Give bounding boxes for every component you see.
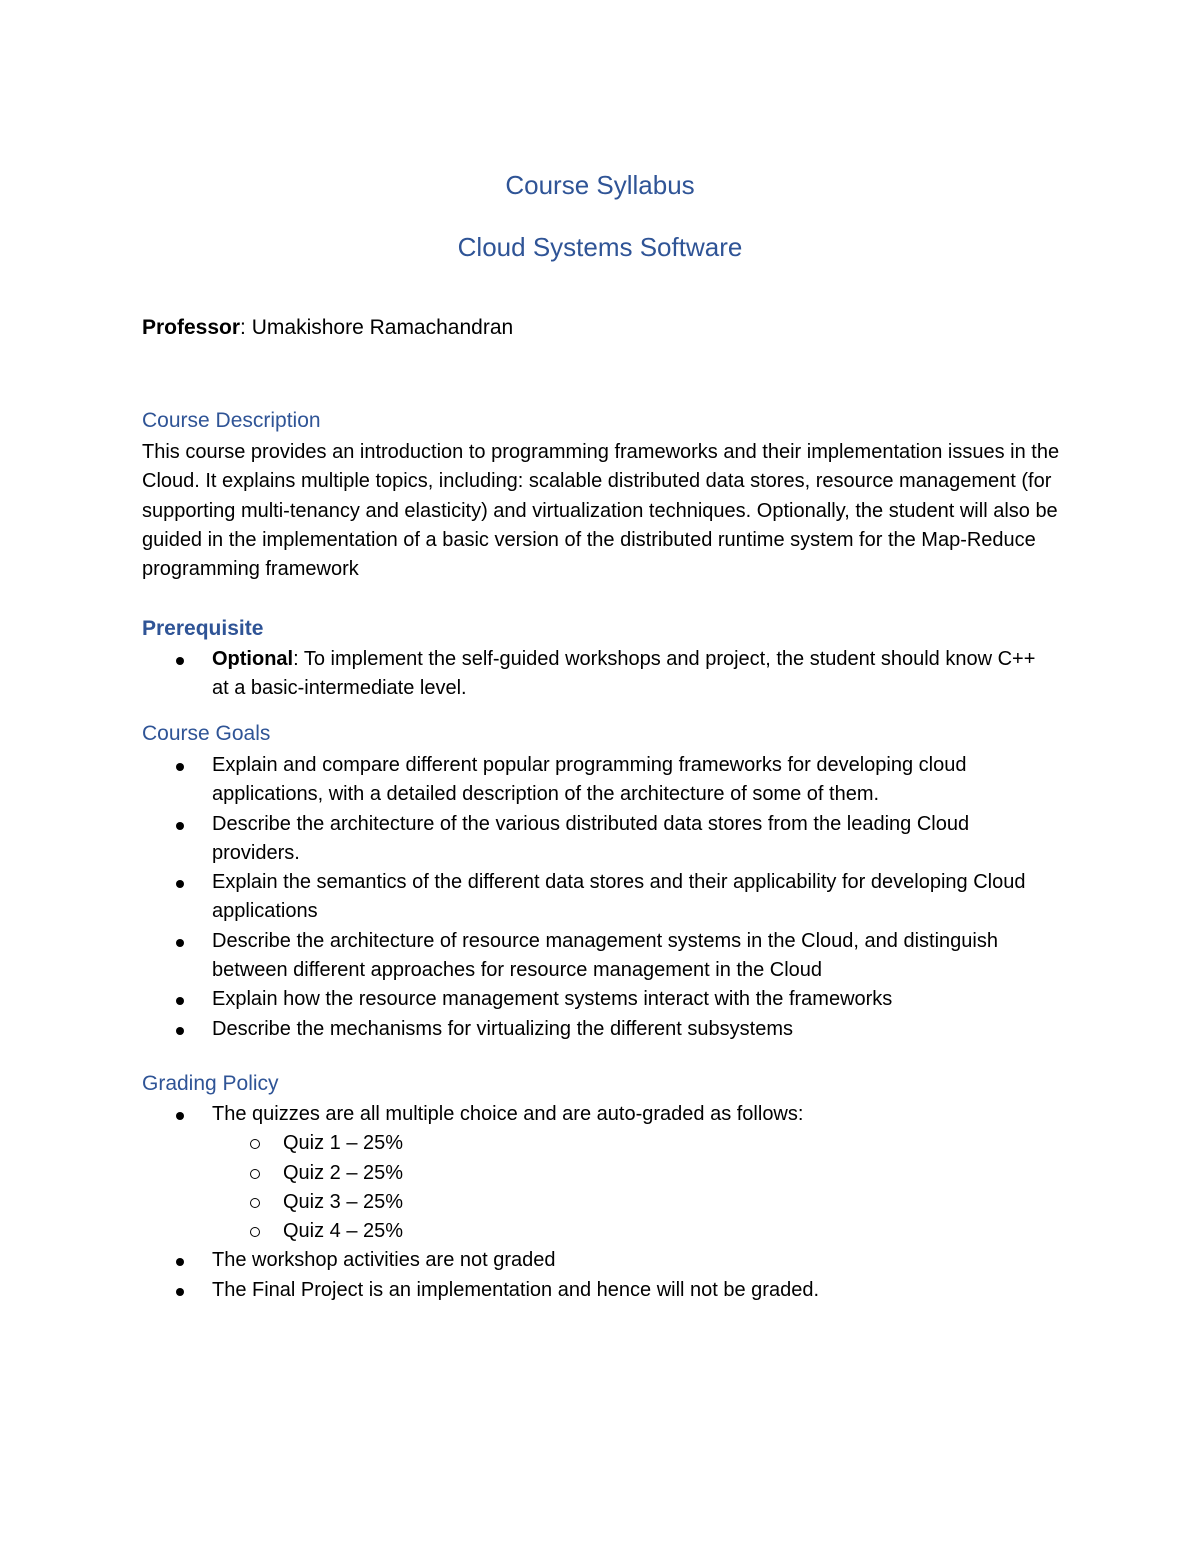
grading-quizzes-text: The quizzes are all multiple choice and are auto-graded as follows: xyxy=(212,1103,804,1125)
professor-separator: : xyxy=(240,316,246,339)
quiz-weight-item: Quiz 1 – 25% xyxy=(212,1129,1052,1158)
prerequisite-list xyxy=(142,645,1052,704)
list-item: Describe the architecture of resource management systems in the Cloud, and distinguish between different approaches for resource management in the Cloud xyxy=(142,927,1052,986)
professor-label: Professor xyxy=(142,316,241,339)
list-item: Explain and compare different popular programming frameworks for developing cloud applications, with a detailed description of the architecture of some of them. xyxy=(142,751,1052,810)
quiz-weight-item: Quiz 2 – 25% xyxy=(212,1159,1052,1188)
list-item: Explain the semantics of the different data stores and their applicability for developing Cloud applications xyxy=(142,868,1052,927)
quiz-weight-item: Quiz 4 – 25% xyxy=(212,1217,1052,1246)
prerequisite-optional-label: Optional xyxy=(212,648,294,670)
course-goals-heading: Course Goals xyxy=(142,722,271,745)
grading-policy-list xyxy=(142,1100,1052,1305)
list-item: The Final Project is an implementation and hence will not be graded. xyxy=(142,1276,1052,1305)
course-description-heading: Course Description xyxy=(142,409,321,432)
list-item: The workshop activities are not graded xyxy=(142,1246,1052,1275)
course-description-text: This course provides an introduction to programming frameworks and their implementation issues in the Cloud. It explains multiple topics, including: scalable distributed data stores, resource management (for supporting multi-tenancy and elasticity) and virtualization techniques. Optionally, the student will also be guided in the implementation of a basic version of the distributed runtime system for the Map-Reduce programming framework xyxy=(142,441,1060,581)
list-item: Explain how the resource management systems interact with the frameworks xyxy=(142,985,1052,1014)
quiz-weights-list xyxy=(212,1129,1052,1246)
quiz-weight-item: Quiz 3 – 25% xyxy=(212,1188,1052,1217)
document-subtitle: Cloud Systems Software xyxy=(457,232,743,262)
list-item xyxy=(142,645,1052,704)
list-item: Describe the mechanisms for virtualizing the different subsystems xyxy=(142,1015,1052,1044)
list-item xyxy=(142,1100,1052,1246)
professor-name: Umakishore Ramachandran xyxy=(245,316,514,339)
document-title: Course Syllabus xyxy=(505,170,695,200)
course-goals-list xyxy=(142,751,1052,1044)
list-item: Describe the architecture of the various distributed data stores from the leading Cloud providers. xyxy=(142,810,1052,869)
prerequisite-text: : To implement the self-guided workshops and project, the student should know C++ at a basic-intermediate level. xyxy=(212,648,1036,700)
prerequisite-heading: Prerequisite xyxy=(142,617,264,640)
grading-policy-heading: Grading Policy xyxy=(142,1072,279,1095)
professor-line xyxy=(142,316,513,340)
